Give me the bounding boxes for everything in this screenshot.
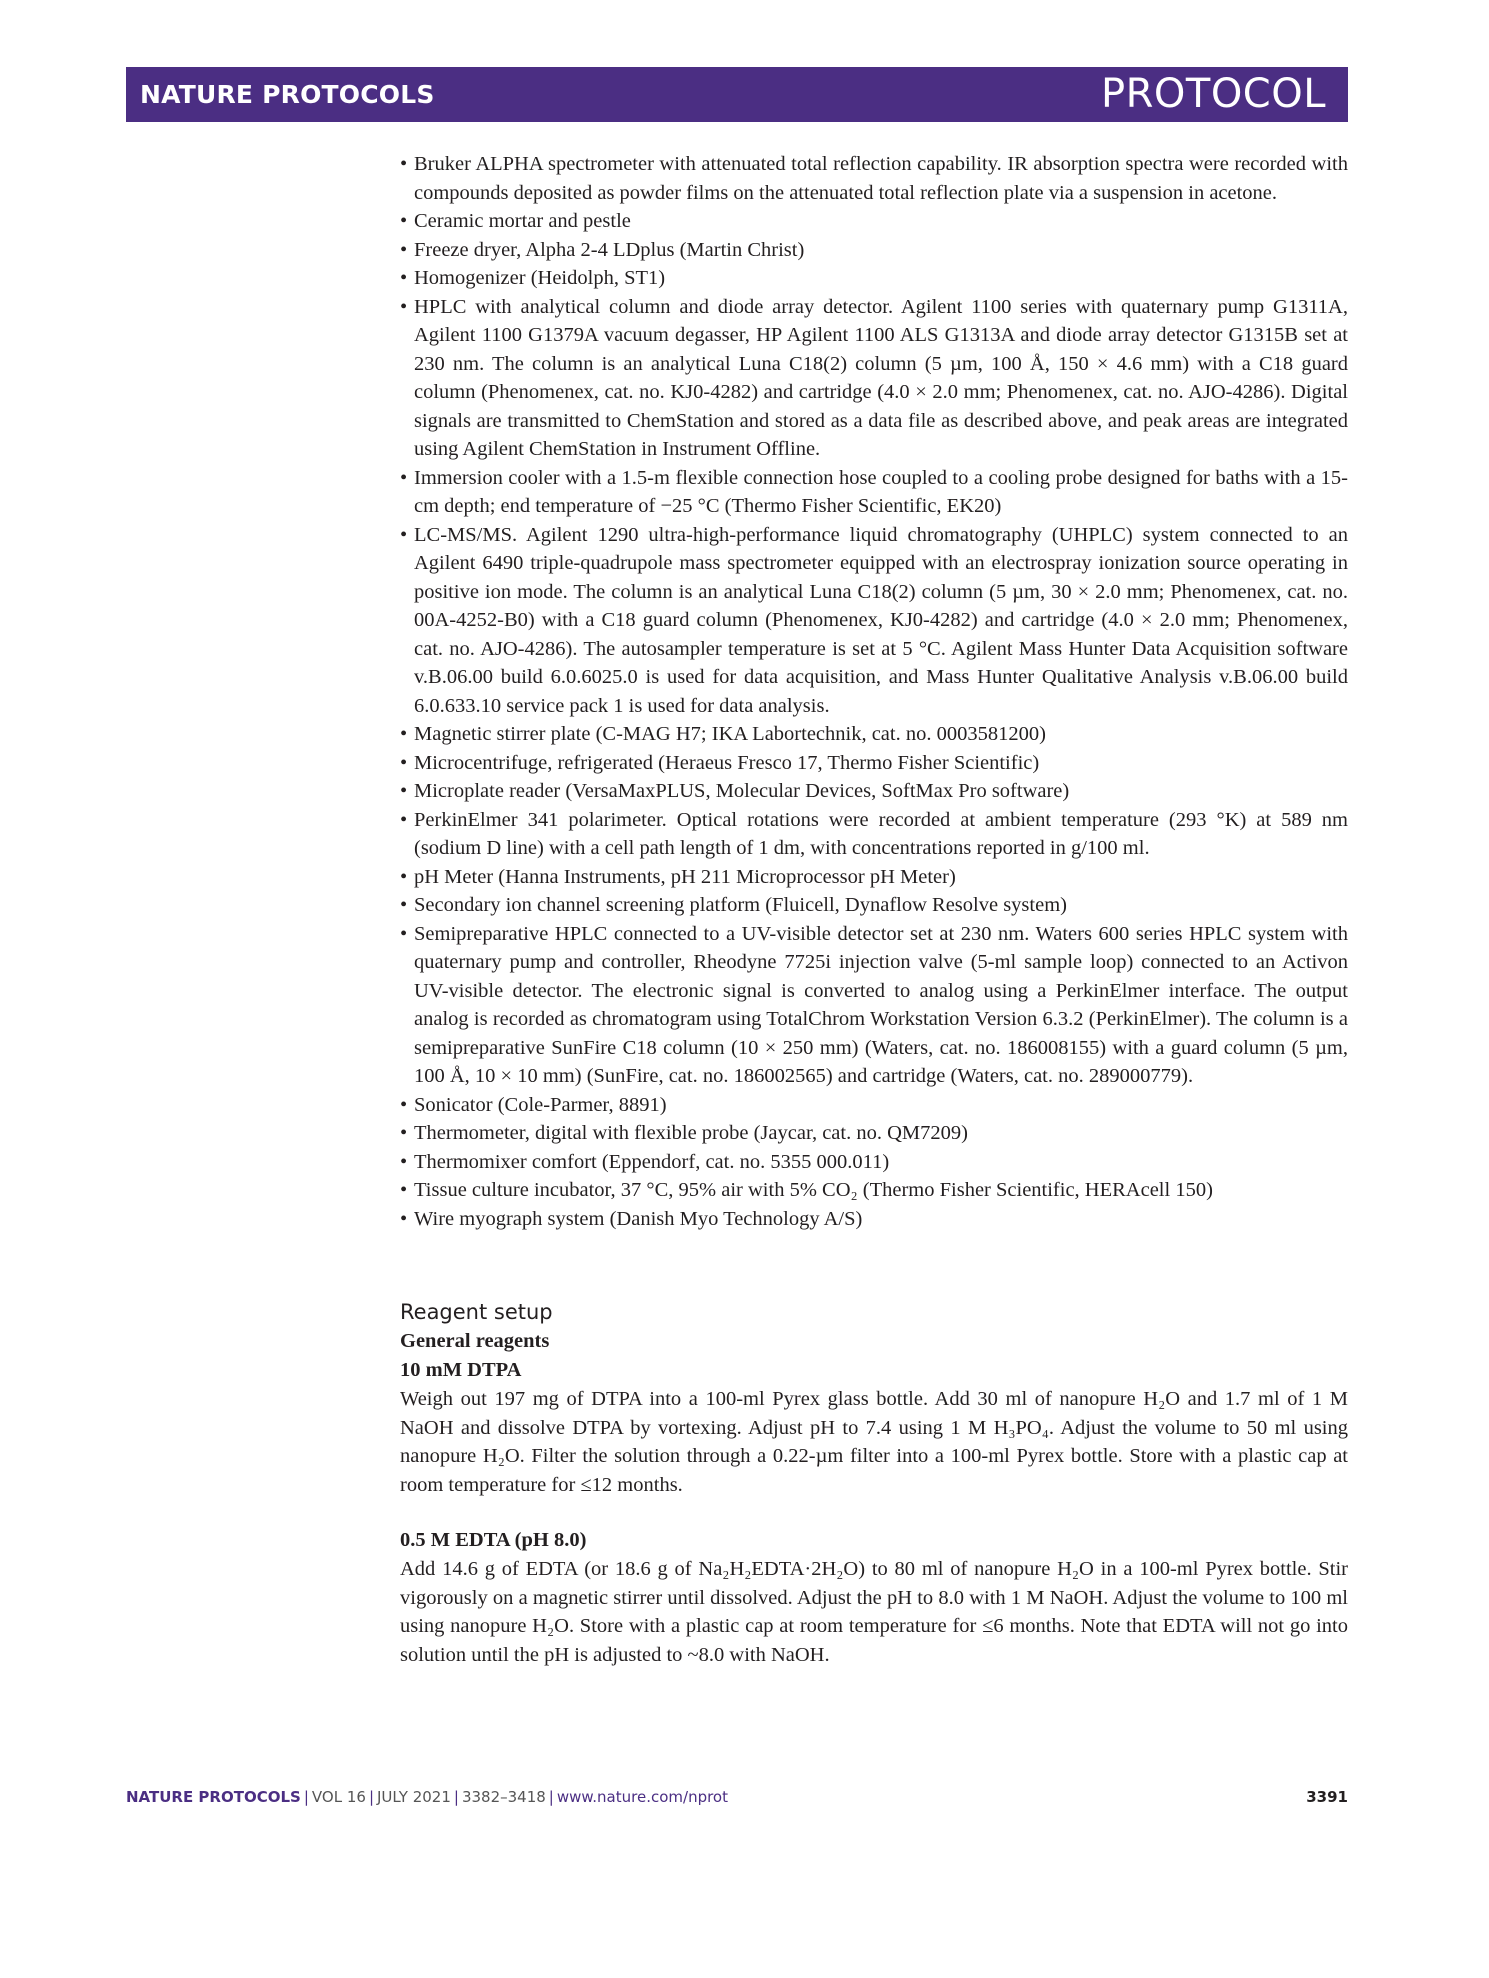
footer-volume: VOL 16 <box>311 1788 366 1806</box>
list-item: • HPLC with analytical column and diode array detector. Agilent 1100 series with quaternary pump G1311A, Agilent 1100 G1379A vacuum degasser, HP Agilent 1100 ALS G1313A and diode array detector G1315B set at 230 nm. The column is an analytical Luna C18(2) column (5 µm, 100 Å, 150 × 4.6 mm) with a C18 guard column (Phenomenex, cat. no. KJ0-4282) and cartridge (4.0 × 2.0 mm; Phenomenex, cat. no. AJO-4286). Digital signals are transmitted to ChemStation and stored as a data file as described above, and peak areas are integrated using Agilent ChemStation in Instrument Offline. <box>400 293 1348 464</box>
general-reagents-heading: General reagents <box>400 1330 550 1352</box>
list-item: • Immersion cooler with a 1.5-m flexible connection hose coupled to a cooling probe designed for baths with a 15-cm depth; end temperature of −25 °C (Thermo Fisher Scientific, EK20) <box>400 464 1348 521</box>
list-item: • Secondary ion channel screening platform (Fluicell, Dynaflow Resolve system) <box>400 891 1348 920</box>
list-item: • Tissue culture incubator, 37 °C, 95% air with 5% CO₂ (Thermo Fisher Scientific, HERAcell 150) <box>400 1176 1348 1205</box>
edta-paragraph: Add 14.6 g of EDTA (or 18.6 g of Na₂H₂EDTA·2H₂O) to 80 ml of nanopure H₂O in a 100-ml Pyrex bottle. Stir vigorously on a magnetic stirrer until dissolved. Adjust the pH to 8.0 with 1 M NaOH. Adjust the volume to 100 ml using nanopure H₂O. Store with a plastic cap at room temperature for ≤6 months. Note that EDTA will not go into solution until the pH is adjusted to ~8.0 with NaOH. <box>400 1558 1348 1666</box>
list-item: • Ceramic mortar and pestle <box>400 207 1348 236</box>
list-item: • PerkinElmer 341 polarimeter. Optical rotations were recorded at ambient temperature (293 °K) at 589 nm (sodium D line) with a cell path length of 1 dm, with concentrations reported in g/100 ml. <box>400 806 1348 863</box>
page-number: 3391 <box>1306 1788 1348 1806</box>
footer-separator: | <box>368 1788 374 1806</box>
footer-pages: 3382–3418 <box>461 1788 546 1806</box>
dtpa-heading: 10 mM DTPA <box>400 1359 522 1381</box>
list-item: • pH Meter (Hanna Instruments, pH 211 Microprocessor pH Meter) <box>400 863 1348 892</box>
reagent-setup-heading: Reagent setup <box>400 1300 553 1324</box>
page-header <box>126 67 1348 122</box>
list-item: • Bruker ALPHA spectrometer with attenuated total reflection capability. IR absorption spectra were recorded with compounds deposited as powder films on the attenuated total reflection plate via a suspension in acetone. <box>400 150 1348 207</box>
list-item: • Wire myograph system (Danish Myo Technology A/S) <box>400 1205 1348 1234</box>
list-item: • Sonicator (Cole-Parmer, 8891) <box>400 1091 1348 1120</box>
edta-heading: 0.5 M EDTA (pH 8.0) <box>400 1529 587 1551</box>
footer-url-link[interactable]: www.nature.com/nprot <box>556 1788 728 1806</box>
dtpa-paragraph: Weigh out 197 mg of DTPA into a 100-ml Pyrex glass bottle. Add 30 ml of nanopure H₂O and 1.7 ml of 1 M NaOH and dissolve DTPA by vortexing. Adjust pH to 7.4 using 1 M H₃PO₄. Adjust the volume to 50 ml using nanopure H₂O. Filter the solution through a 0.22-µm filter into a 100-ml Pyrex bottle. Store with a plastic cap at room temperature for ≤12 months. <box>400 1388 1348 1496</box>
list-item: • LC-MS/MS. Agilent 1290 ultra-high-performance liquid chromatography (UHPLC) system connected to an Agilent 6490 triple-quadrupole mass spectrometer equipped with an electrospray ionization source operating in positive ion mode. The column is an analytical Luna C18(2) column (5 µm, 30 × 2.0 mm; Phenomenex, cat. no. 00A-4252-B0) with a C18 guard column (Phenomenex, KJ0-4282) and cartridge (4.0 × 2.0 mm; Phenomenex, cat. no. AJO-4286). The autosampler temperature is set at 5 °C. Agilent Mass Hunter Data Acquisition software v.B.06.00 build 6.0.6025.0 is used for data acquisition, and Mass Hunter Qualitative Analysis v.B.06.00 build 6.0.633.10 service pack 1 is used for data analysis. <box>400 521 1348 721</box>
footer-separator: | <box>548 1788 554 1806</box>
footer-separator: | <box>303 1788 309 1806</box>
list-item: • Microcentrifuge, refrigerated (Heraeus Fresco 17, Thermo Fisher Scientific) <box>400 749 1348 778</box>
list-item: • Thermomixer comfort (Eppendorf, cat. no. 5355 000.011) <box>400 1148 1348 1177</box>
page-footer <box>126 1788 1348 1806</box>
main-content <box>400 150 1348 1669</box>
list-item: • Thermometer, digital with flexible probe (Jaycar, cat. no. QM7209) <box>400 1119 1348 1148</box>
list-item: • Semipreparative HPLC connected to a UV-visible detector set at 230 nm. Waters 600 series HPLC system with quaternary pump and controller, Rheodyne 7725i injection valve (5-ml sample loop) connected to an Activon UV-visible detector. The electronic signal is converted to analog using a PerkinElmer interface. The output analog is recorded as chromatogram using TotalChrom Workstation Version 6.3.2 (PerkinElmer). The column is a semipreparative SunFire C18 column (10 × 250 mm) (Waters, cat. no. 186008155) with a guard column (5 µm, 100 Å, 10 × 10 mm) (SunFire, cat. no. 186002565) and cartridge (Waters, cat. no. 289000779). <box>400 920 1348 1091</box>
list-item: • Freeze dryer, Alpha 2-4 LDplus (Martin Christ) <box>400 236 1348 265</box>
footer-date: JULY 2021 <box>377 1788 451 1806</box>
list-item: • Microplate reader (VersaMaxPLUS, Molecular Devices, SoftMax Pro software) <box>400 777 1348 806</box>
section-spacer <box>400 1499 1348 1526</box>
footer-journal: NATURE PROTOCOLS <box>126 1788 301 1806</box>
article-type: PROTOCOL <box>1100 71 1326 117</box>
journal-name: NATURE PROTOCOLS <box>140 80 435 109</box>
footer-separator: | <box>453 1788 459 1806</box>
list-item: • Magnetic stirrer plate (C-MAG H7; IKA Labortechnik, cat. no. 0003581200) <box>400 720 1348 749</box>
equipment-list <box>400 150 1348 1233</box>
list-item: • Homogenizer (Heidolph, ST1) <box>400 264 1348 293</box>
